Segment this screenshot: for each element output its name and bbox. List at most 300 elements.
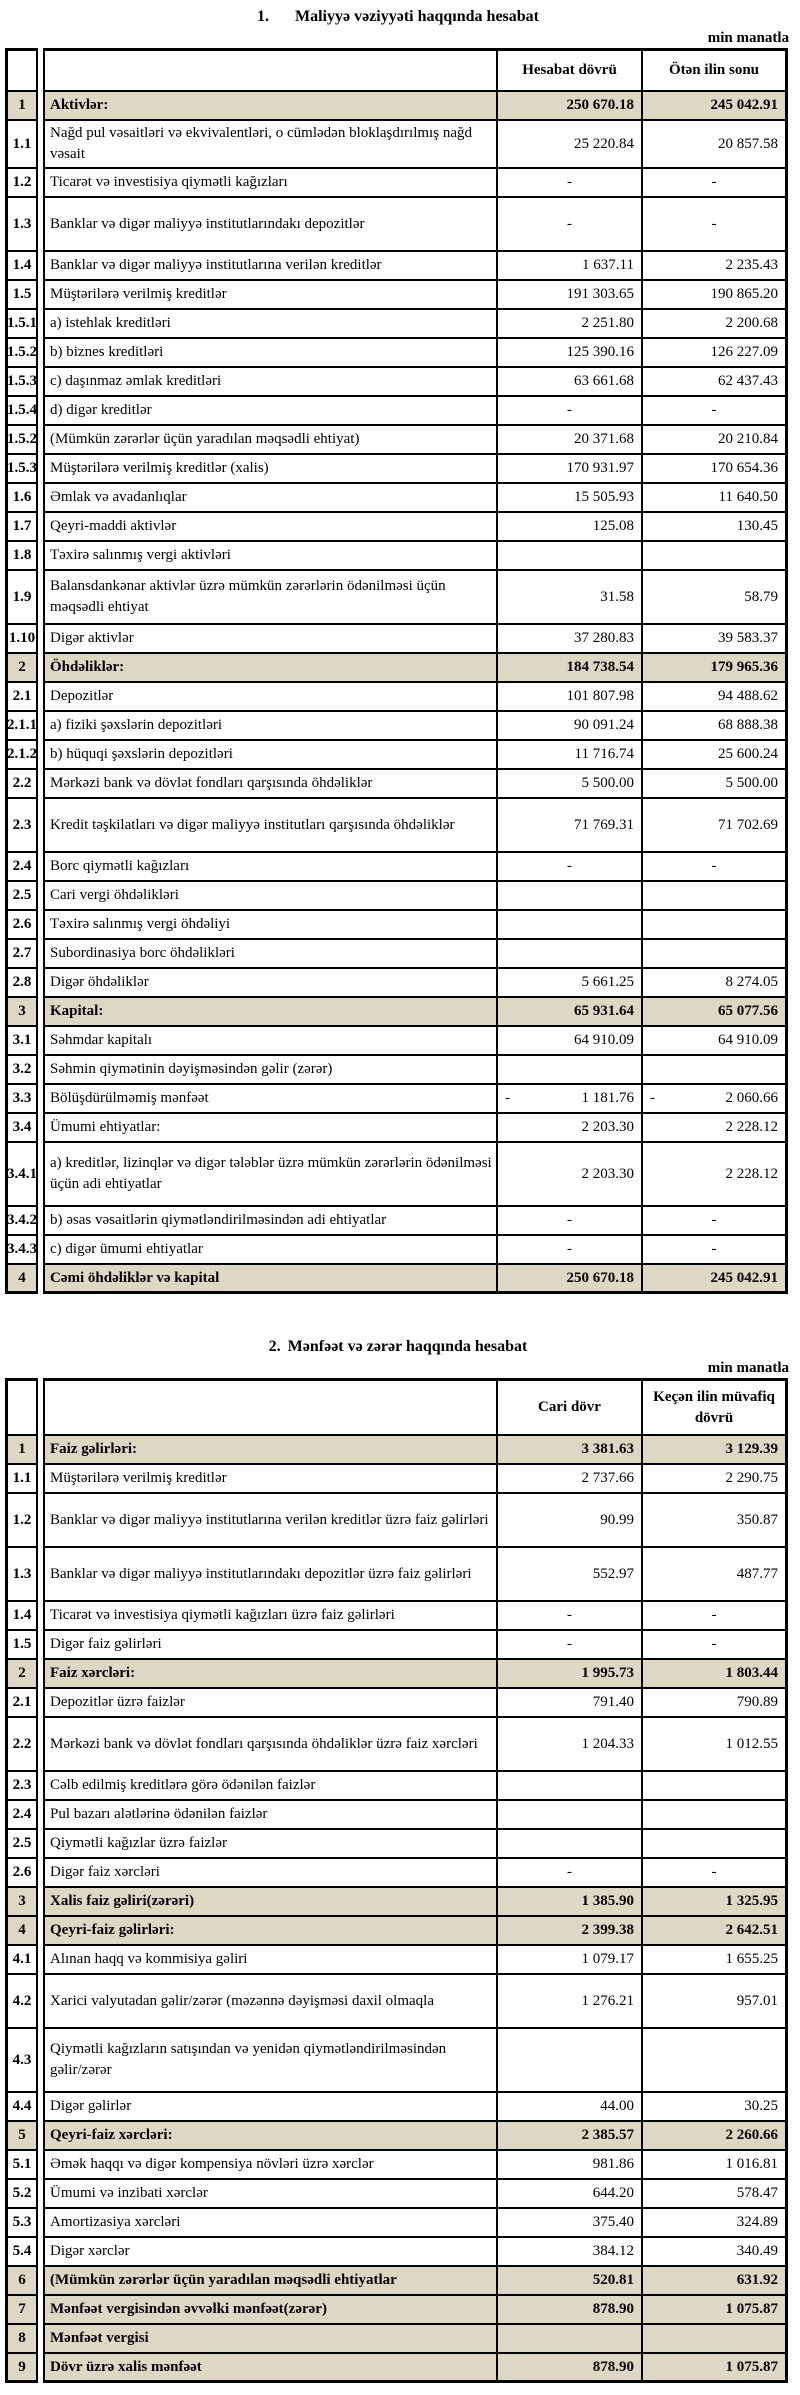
row-value: - <box>496 1602 641 1631</box>
row-value: 30.25 <box>641 2093 788 2122</box>
row-number: 5.4 <box>5 2238 38 2267</box>
row-number: 1.4 <box>5 252 38 281</box>
row-value <box>641 911 788 940</box>
row-value: 31.58 <box>496 571 641 625</box>
table1-col-header-reporting-period: Hesabat dövrü <box>496 48 641 92</box>
table-row <box>5 2122 791 2151</box>
row-number: 3.3 <box>5 1085 38 1114</box>
row-number: 2.2 <box>5 1718 38 1772</box>
row-value: 191 303.65 <box>496 281 641 310</box>
table-row <box>5 799 791 853</box>
row-number: 3.1 <box>5 1027 38 1056</box>
row-number: 2.6 <box>5 911 38 940</box>
row-value: 3 381.63 <box>496 1436 641 1465</box>
table-row <box>5 1085 791 1114</box>
row-label: a) fiziki şəxslərin depozitləri <box>43 712 496 741</box>
row-value: - <box>641 1602 788 1631</box>
row-value: - <box>641 853 788 882</box>
table-row <box>5 2296 791 2325</box>
row-number: 1.9 <box>5 571 38 625</box>
table1-title-text: Maliyyə vəziyyəti haqqında hesabat <box>294 8 539 25</box>
row-label: Borc qiymətli kağızları <box>43 853 496 882</box>
row-number: 4 <box>5 1265 38 1294</box>
row-label: Cari vergi öhdəlikləri <box>43 882 496 911</box>
row-value: 644.20 <box>496 2180 641 2209</box>
row-value: 20 857.58 <box>641 121 788 169</box>
row-value: 1 803.44 <box>641 1660 788 1689</box>
row-value: 44.00 <box>496 2093 641 2122</box>
row-value: 179 965.36 <box>641 654 788 683</box>
row-value: 58.79 <box>641 571 788 625</box>
row-value <box>641 940 788 969</box>
row-label: Mərkəzi bank və dövlət fondları qarşısında öhdəliklər <box>43 770 496 799</box>
row-number: 1.4 <box>5 1602 38 1631</box>
row-value: - <box>641 1631 788 1660</box>
row-value: 2 228.12 <box>641 1143 788 1207</box>
row-number: 5 <box>5 2122 38 2151</box>
row-value <box>641 1830 788 1859</box>
row-value: 90.99 <box>496 1494 641 1548</box>
row-value: 878.90 <box>496 2354 641 2383</box>
row-value: 190 865.20 <box>641 281 788 310</box>
table-row <box>5 1465 791 1494</box>
table-row <box>5 969 791 998</box>
row-number: 1.1 <box>5 121 38 169</box>
row-number: 2.6 <box>5 1859 38 1888</box>
row-label: Xalis faiz gəliri(zərəri) <box>43 1888 496 1917</box>
row-label: Qeyri-faiz xərcləri: <box>43 2122 496 2151</box>
table-row <box>5 198 791 252</box>
table-row <box>5 455 791 484</box>
row-value: - <box>496 1207 641 1236</box>
row-number: 1.7 <box>5 513 38 542</box>
row-number: 9 <box>5 2354 38 2383</box>
row-number: 1.2 <box>5 169 38 198</box>
row-value: 25 600.24 <box>641 741 788 770</box>
row-value: 68 888.38 <box>641 712 788 741</box>
row-value: 790.89 <box>641 1689 788 1718</box>
row-label: Cəlb edilmiş kreditlərə görə ödənilən faizlər <box>43 1772 496 1801</box>
table-row <box>5 169 791 198</box>
row-number: 2.3 <box>5 1772 38 1801</box>
row-value <box>496 1772 641 1801</box>
row-label: b) hüquqi şəxslərin depozitləri <box>43 741 496 770</box>
row-number: 2.8 <box>5 969 38 998</box>
row-value: 2 260.66 <box>641 2122 788 2151</box>
row-value: 90 091.24 <box>496 712 641 741</box>
row-number: 3.4.2 <box>5 1207 38 1236</box>
row-label: Qiymətli kağızlar üzrə faizlər <box>43 1830 496 1859</box>
table-row <box>5 92 791 121</box>
row-value: 3 129.39 <box>641 1436 788 1465</box>
row-number: 4.1 <box>5 1946 38 1975</box>
row-number: 2.7 <box>5 940 38 969</box>
row-number: 1.5 <box>5 281 38 310</box>
table-row <box>5 1718 791 1772</box>
table-row <box>5 426 791 455</box>
row-value: - <box>641 1207 788 1236</box>
row-label: Qeyri-faiz gəlirləri: <box>43 1917 496 1946</box>
row-label: Əmək haqqı və digər kompensiya növləri üzrə xərclər <box>43 2151 496 2180</box>
row-value: 2 228.12 <box>641 1114 788 1143</box>
row-value: 578.47 <box>641 2180 788 2209</box>
row-value: - <box>496 397 641 426</box>
row-number: 3.2 <box>5 1056 38 1085</box>
row-number: 2 <box>5 1660 38 1689</box>
table-row <box>5 911 791 940</box>
table1-rows <box>5 92 791 1294</box>
table-row <box>5 1143 791 1207</box>
table-row <box>5 368 791 397</box>
table-row <box>5 1859 791 1888</box>
row-value <box>496 2325 641 2354</box>
row-number: 1.5.2 <box>5 426 38 455</box>
row-number: 2.1.2 <box>5 741 38 770</box>
table-row <box>5 1207 791 1236</box>
row-label: b) biznes kreditləri <box>43 339 496 368</box>
table1-number-column-header <box>5 48 38 92</box>
table-row <box>5 712 791 741</box>
row-value: 63 661.68 <box>496 368 641 397</box>
row-number: 2.4 <box>5 1801 38 1830</box>
row-label: Kapital: <box>43 998 496 1027</box>
row-value: 487.77 <box>641 1548 788 1602</box>
row-value: 957.01 <box>641 1975 788 2029</box>
row-label: Qeyri-maddi aktivlər <box>43 513 496 542</box>
row-label: Dövr üzrə xalis mənfəət <box>43 2354 496 2383</box>
row-label: Kredit təşkilatları və digər maliyyə institutları qarşısında öhdəliklər <box>43 799 496 853</box>
row-label: Müştərilərə verilmiş kreditlər <box>43 1465 496 1494</box>
row-label: Mənfəət vergisi <box>43 2325 496 2354</box>
table1-header-row <box>5 48 791 92</box>
row-label: Digər aktivlər <box>43 625 496 654</box>
row-label: Ümumi ehtiyatlar: <box>43 1114 496 1143</box>
row-label: Ticarət və investisiya qiymətli kağızları <box>43 169 496 198</box>
row-number: 1.5.4 <box>5 397 38 426</box>
row-value: 5 500.00 <box>496 770 641 799</box>
row-value: 552.97 <box>496 1548 641 1602</box>
table-row <box>5 2029 791 2093</box>
row-value: 245 042.91 <box>641 1265 788 1294</box>
row-number: 1.5.3 <box>5 368 38 397</box>
row-value: 245 042.91 <box>641 92 788 121</box>
minus-sign: - <box>650 1090 655 1106</box>
row-value: 2 290.75 <box>641 1465 788 1494</box>
table-row <box>5 397 791 426</box>
table-row <box>5 2180 791 2209</box>
row-label: Qiymətli kağızların satışından və yenidən qiymətləndirilməsindən gəlir/zərər <box>43 2029 496 2093</box>
table1-title-number: 1. <box>256 8 269 25</box>
table-row <box>5 853 791 882</box>
table2-col-header-same-period-last-year: Keçən ilin müvafiq dövrü <box>641 1378 788 1436</box>
row-label: a) kreditlər, lizinqlər və digər tələblər üzrə mümkün zərərlərin ödənilməsi üçün adi ehtiyatlar <box>43 1143 496 1207</box>
table-row <box>5 940 791 969</box>
row-value: 350.87 <box>641 1494 788 1548</box>
row-number: 3 <box>5 998 38 1027</box>
row-value: 125 390.16 <box>496 339 641 368</box>
table-row <box>5 1772 791 1801</box>
table-row <box>5 1114 791 1143</box>
row-value <box>496 911 641 940</box>
row-number: 1.1 <box>5 1465 38 1494</box>
table-row <box>5 252 791 281</box>
row-label: Bölüşdürülməmiş mənfəət <box>43 1085 496 1114</box>
table-row <box>5 882 791 911</box>
row-value: 94 488.62 <box>641 683 788 712</box>
row-number: 1.6 <box>5 484 38 513</box>
row-value: 878.90 <box>496 2296 641 2325</box>
table2-rows <box>5 1436 791 2383</box>
row-value: 25 220.84 <box>496 121 641 169</box>
table-row <box>5 741 791 770</box>
profit-loss-table <box>5 1338 791 2383</box>
table-row <box>5 310 791 339</box>
row-label: (Mümkün zərərlər üçün yaradılan məqsədli ehtiyat) <box>43 426 496 455</box>
row-number: 1.8 <box>5 542 38 571</box>
table2-number-column-header <box>5 1378 38 1436</box>
table-row <box>5 1494 791 1548</box>
row-label: Müştərilərə verilmiş kreditlər <box>43 281 496 310</box>
row-label: Depozitlər <box>43 683 496 712</box>
row-value: 2 235.43 <box>641 252 788 281</box>
row-number: 2.1 <box>5 1689 38 1718</box>
row-value: 324.89 <box>641 2209 788 2238</box>
row-number: 3.4 <box>5 1114 38 1143</box>
row-value: 375.40 <box>496 2209 641 2238</box>
table-row <box>5 2209 791 2238</box>
table1-title <box>5 8 791 26</box>
table2-description-column-header <box>43 1378 496 1436</box>
row-value <box>641 1056 788 1085</box>
row-label: Digər xərclər <box>43 2238 496 2267</box>
row-value <box>641 1801 788 1830</box>
table-row <box>5 571 791 625</box>
row-value: - <box>496 853 641 882</box>
minus-sign: - <box>505 1090 510 1106</box>
row-value: 981.86 <box>496 2151 641 2180</box>
row-value <box>496 1056 641 1085</box>
row-label: Alınan haqq və kommisiya gəliri <box>43 1946 496 1975</box>
row-number: 1.5.2 <box>5 339 38 368</box>
row-value: 37 280.83 <box>496 625 641 654</box>
table-row <box>5 542 791 571</box>
table-row <box>5 2093 791 2122</box>
row-value: - <box>496 1631 641 1660</box>
table2-header-row <box>5 1378 791 1436</box>
row-value <box>641 2029 788 2093</box>
row-value: 250 670.18 <box>496 1265 641 1294</box>
row-label: Səhmdar kapitalı <box>43 1027 496 1056</box>
table-row <box>5 2325 791 2354</box>
row-label: Təxirə salınmış vergi aktivləri <box>43 542 496 571</box>
row-number: 5.3 <box>5 2209 38 2238</box>
row-number: 2 <box>5 654 38 683</box>
row-number: 1 <box>5 92 38 121</box>
row-value: 125.08 <box>496 513 641 542</box>
row-value: 2 642.51 <box>641 1917 788 1946</box>
row-number: 2.5 <box>5 1830 38 1859</box>
row-value <box>641 882 788 911</box>
row-value: 2 203.30 <box>496 1114 641 1143</box>
table-row <box>5 770 791 799</box>
table-row <box>5 683 791 712</box>
table1-unit-note: min manatla <box>707 30 789 46</box>
row-number: 1 <box>5 1436 38 1465</box>
row-value: 64 910.09 <box>496 1027 641 1056</box>
row-label: c) digər ümumi ehtiyatlar <box>43 1236 496 1265</box>
row-value: 1 385.90 <box>496 1888 641 1917</box>
row-value: 62 437.43 <box>641 368 788 397</box>
row-number: 1.3 <box>5 1548 38 1602</box>
row-label: Pul bazarı alətlərinə ödənilən faizlər <box>43 1801 496 1830</box>
row-value: 101 807.98 <box>496 683 641 712</box>
table-row <box>5 2354 791 2383</box>
row-label: Banklar və digər maliyyə institutlarına verilən kreditlər <box>43 252 496 281</box>
row-label: Aktivlər: <box>43 92 496 121</box>
table-row <box>5 654 791 683</box>
table-row <box>5 1436 791 1465</box>
row-value: 5 500.00 <box>641 770 788 799</box>
row-value: 340.49 <box>641 2238 788 2267</box>
row-label: Müştərilərə verilmiş kreditlər (xalis) <box>43 455 496 484</box>
row-label: b) əsas vəsaitlərin qiymətləndirilməsindən adi ehtiyatlar <box>43 1207 496 1236</box>
row-number: 2.1.1 <box>5 712 38 741</box>
row-value <box>641 1772 788 1801</box>
row-number: 2.4 <box>5 853 38 882</box>
row-number: 4 <box>5 1917 38 1946</box>
row-number: 1.2 <box>5 1494 38 1548</box>
row-value: 2 251.80 <box>496 310 641 339</box>
row-value: 130.45 <box>641 513 788 542</box>
row-value: 64 910.09 <box>641 1027 788 1056</box>
financial-position-table <box>5 8 791 1294</box>
row-label: Digər öhdəliklər <box>43 969 496 998</box>
row-value: 126 227.09 <box>641 339 788 368</box>
table-row <box>5 1056 791 1085</box>
row-label: Depozitlər üzrə faizlər <box>43 1689 496 1718</box>
row-value: 1 075.87 <box>641 2354 788 2383</box>
table1-description-column-header <box>43 48 496 92</box>
row-value: 250 670.18 <box>496 92 641 121</box>
row-value: 2 200.68 <box>641 310 788 339</box>
row-number: 2.1 <box>5 683 38 712</box>
row-value: 1 075.87 <box>641 2296 788 2325</box>
row-value: 1 637.11 <box>496 252 641 281</box>
row-label: Balansdankənar aktivlər üzrə mümkün zərərlərin ödənilməsi üçün məqsədli ehtiyat <box>43 571 496 625</box>
table2-title-number: 2. <box>268 1338 281 1355</box>
row-label: Cəmi öhdəliklər və kapital <box>43 1265 496 1294</box>
row-value: - <box>641 1236 788 1265</box>
row-value: 1 325.95 <box>641 1888 788 1917</box>
row-value: 631.92 <box>641 2267 788 2296</box>
row-value: 2 385.57 <box>496 2122 641 2151</box>
row-number: 5.1 <box>5 2151 38 2180</box>
row-number: 4.4 <box>5 2093 38 2122</box>
row-value: 11 640.50 <box>641 484 788 513</box>
row-value <box>496 2029 641 2093</box>
row-number: 1.5 <box>5 1631 38 1660</box>
row-label: Mərkəzi bank və dövlət fondları qarşısında öhdəliklər üzrə faiz xərcləri <box>43 1718 496 1772</box>
table-row <box>5 2151 791 2180</box>
table2-title-text: Mənfəət və zərər haqqında hesabat <box>287 1338 528 1355</box>
value-text: 1 181.76 <box>581 1090 634 1106</box>
row-value: 1 276.21 <box>496 1975 641 2029</box>
row-label: Faiz xərcləri: <box>43 1660 496 1689</box>
row-value: 170 931.97 <box>496 455 641 484</box>
row-value: - <box>496 169 641 198</box>
row-value: 1 655.25 <box>641 1946 788 1975</box>
table-row <box>5 1801 791 1830</box>
row-value: 65 077.56 <box>641 998 788 1027</box>
row-value: - <box>496 198 641 252</box>
row-value: 5 661.25 <box>496 969 641 998</box>
table-row <box>5 1548 791 1602</box>
row-number: 3.4.1 <box>5 1143 38 1207</box>
row-value: 8 274.05 <box>641 969 788 998</box>
row-label: Banklar və digər maliyyə institutlarındakı depozitlər <box>43 198 496 252</box>
row-label: Subordinasiya borc öhdəlikləri <box>43 940 496 969</box>
row-label: Xarici valyutadan gəlir/zərər (məzənnə dəyişməsi daxil olmaqla <box>43 1975 496 2029</box>
row-value: 2 737.66 <box>496 1465 641 1494</box>
row-value <box>496 940 641 969</box>
table-row <box>5 2238 791 2267</box>
table-row <box>5 484 791 513</box>
row-label: (Mümkün zərərlər üçün yaradılan məqsədli ehtiyatlar <box>43 2267 496 2296</box>
row-value: 170 654.36 <box>641 455 788 484</box>
row-label: Təxirə salınmış vergi öhdəliyi <box>43 911 496 940</box>
row-label: Banklar və digər maliyyə institutlarındakı depozitlər üzrə faiz gəlirləri <box>43 1548 496 1602</box>
row-value: 11 716.74 <box>496 741 641 770</box>
table-row <box>5 1602 791 1631</box>
row-value: 20 210.84 <box>641 426 788 455</box>
row-label: d) digər kreditlər <box>43 397 496 426</box>
table-row <box>5 1265 791 1294</box>
table2-unit-note: min manatla <box>707 1360 789 1376</box>
table-row <box>5 998 791 1027</box>
row-label: Amortizasiya xərcləri <box>43 2209 496 2238</box>
row-value: 2 203.30 <box>496 1143 641 1207</box>
row-label: Digər faiz gəlirləri <box>43 1631 496 1660</box>
row-value: 520.81 <box>496 2267 641 2296</box>
table-row <box>5 1975 791 2029</box>
row-number: 3.4.3 <box>5 1236 38 1265</box>
table2-title <box>5 1338 791 1356</box>
row-value: 71 769.31 <box>496 799 641 853</box>
row-value: 791.40 <box>496 1689 641 1718</box>
row-label: Digər faiz xərcləri <box>43 1859 496 1888</box>
table-row <box>5 1689 791 1718</box>
row-value: 65 931.64 <box>496 998 641 1027</box>
row-number: 1.3 <box>5 198 38 252</box>
table-row <box>5 121 791 169</box>
row-value: - <box>641 198 788 252</box>
table-row <box>5 339 791 368</box>
row-number: 1.10 <box>5 625 38 654</box>
table-row <box>5 1660 791 1689</box>
row-value <box>496 542 641 571</box>
row-label: Nağd pul vəsaitləri və ekvivalentləri, o cümlədən bloklaşdırılmış nağd vəsait <box>43 121 496 169</box>
table-row <box>5 513 791 542</box>
row-label: Digər gəlirlər <box>43 2093 496 2122</box>
table2-col-header-current-period: Cari dövr <box>496 1378 641 1436</box>
row-value: 39 583.37 <box>641 625 788 654</box>
row-label: Faiz gəlirləri: <box>43 1436 496 1465</box>
row-value: 2 399.38 <box>496 1917 641 1946</box>
row-value: 15 505.93 <box>496 484 641 513</box>
row-value <box>641 2325 788 2354</box>
row-value <box>496 1801 641 1830</box>
table-row <box>5 1027 791 1056</box>
